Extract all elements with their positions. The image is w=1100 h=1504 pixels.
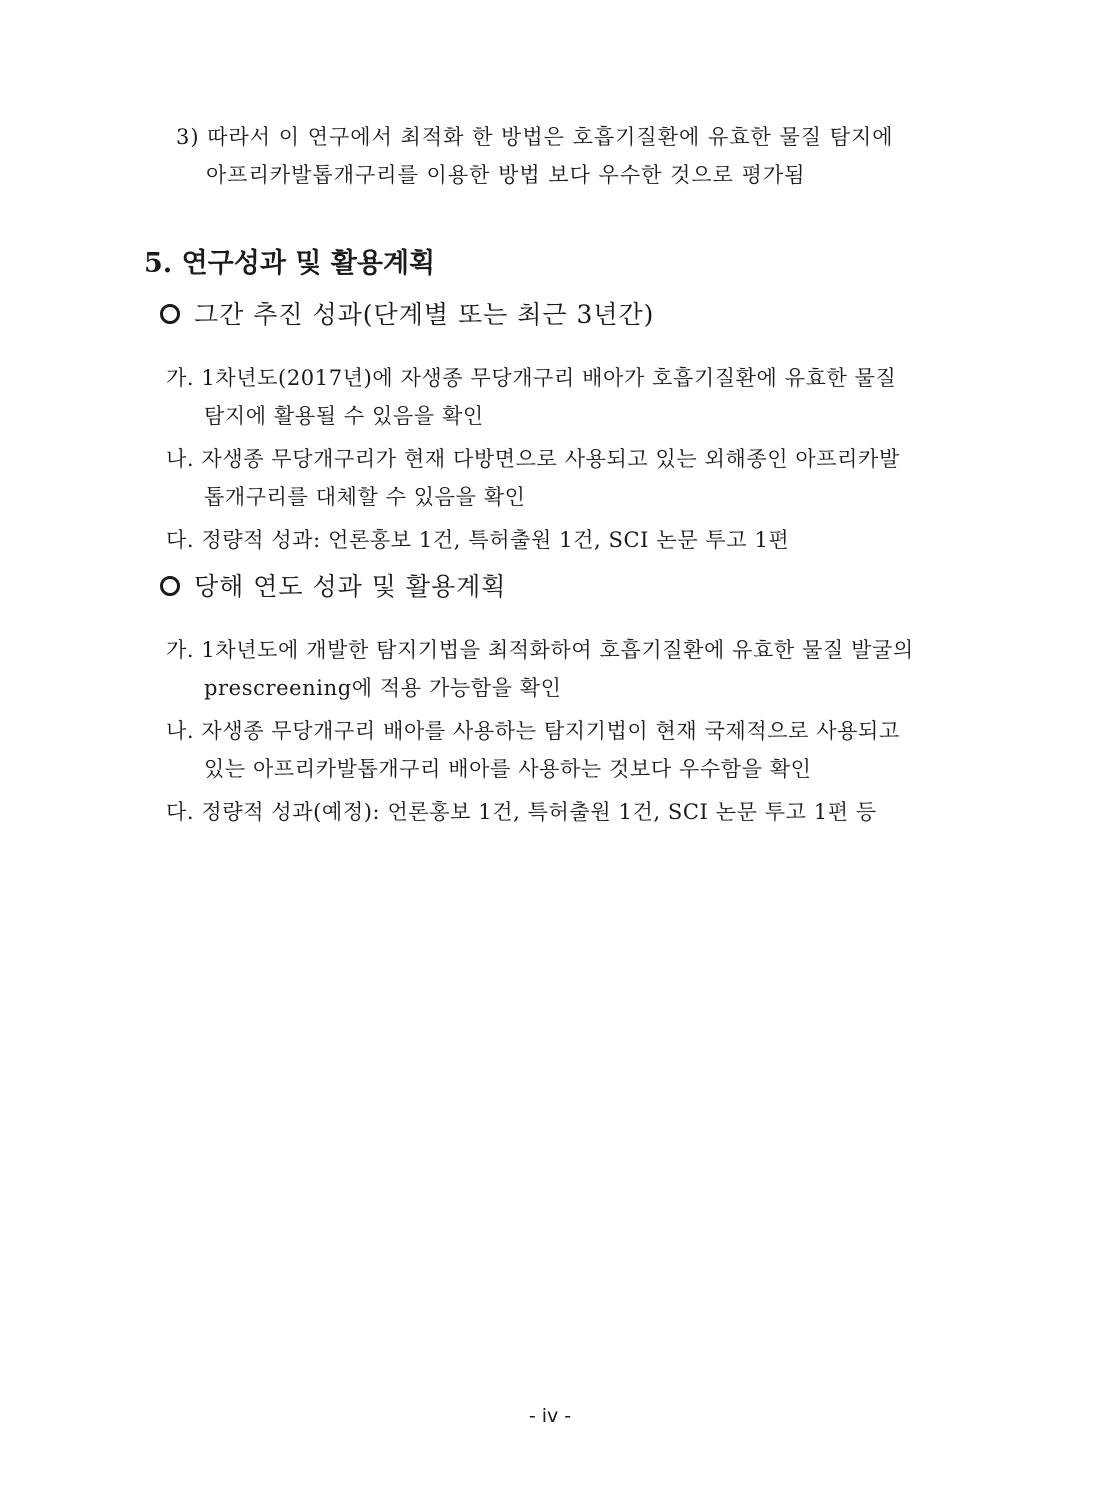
list-item-line: prescreening에 적용 가능함을 확인 bbox=[204, 676, 562, 700]
list-item-line: 다. 정량적 성과(예정): 언론홍보 1건, 특허출원 1건, SCI 논문 투고 1편 등 bbox=[166, 800, 877, 824]
list-item-line: 탐지에 활용될 수 있음을 확인 bbox=[204, 404, 484, 428]
list-item bbox=[166, 633, 956, 705]
intro-line-1: 3) 따라서 이 연구에서 최적화 한 방법은 호흡기질환에 유효한 물질 탐지에 bbox=[176, 125, 894, 149]
list-item-line: 가. 1차년도(2017년)에 자생종 무당개구리 배아가 호흡기질환에 유효한 물질 bbox=[166, 366, 897, 390]
list-item-line: 톱개구리를 대체할 수 있음을 확인 bbox=[204, 485, 526, 509]
list-item-line: 다. 정량적 성과: 언론홍보 1건, 특허출원 1건, SCI 논문 투고 1편 bbox=[166, 528, 790, 552]
list-item bbox=[166, 523, 956, 557]
list-item bbox=[166, 442, 956, 514]
current-plan-heading-text: 당해 연도 성과 및 활용계획 bbox=[194, 572, 507, 601]
list-item bbox=[166, 714, 956, 786]
circle-bullet-icon bbox=[160, 304, 180, 324]
intro-line-2: 아프리카발톱개구리를 이용한 방법 보다 우수한 것으로 평가됨 bbox=[206, 163, 806, 187]
list-item-line: 나. 자생종 무당개구리가 현재 다방면으로 사용되고 있는 외해종인 아프리카발 bbox=[166, 447, 900, 471]
circle-bullet-icon bbox=[160, 576, 180, 596]
page-number: - iv - bbox=[528, 1405, 572, 1427]
list-item-line: 나. 자생종 무당개구리 배아를 사용하는 탐지기법이 현재 국제적으로 사용되고 bbox=[166, 719, 900, 743]
past-results-heading-text: 그간 추진 성과(단계별 또는 최근 3년간) bbox=[194, 300, 655, 329]
current-plan-heading bbox=[160, 570, 506, 604]
list-item-line: 있는 아프리카발톱개구리 배아를 사용하는 것보다 우수함을 확인 bbox=[204, 757, 812, 781]
intro-paragraph bbox=[176, 122, 956, 190]
list-item bbox=[166, 795, 956, 829]
section-heading: 5. 연구성과 및 활용계획 bbox=[144, 248, 436, 279]
past-results-heading bbox=[160, 298, 654, 332]
list-item bbox=[166, 361, 956, 433]
list-item-line: 가. 1차년도에 개발한 탐지기법을 최적화하여 호흡기질환에 유효한 물질 발굴의 bbox=[166, 638, 914, 662]
